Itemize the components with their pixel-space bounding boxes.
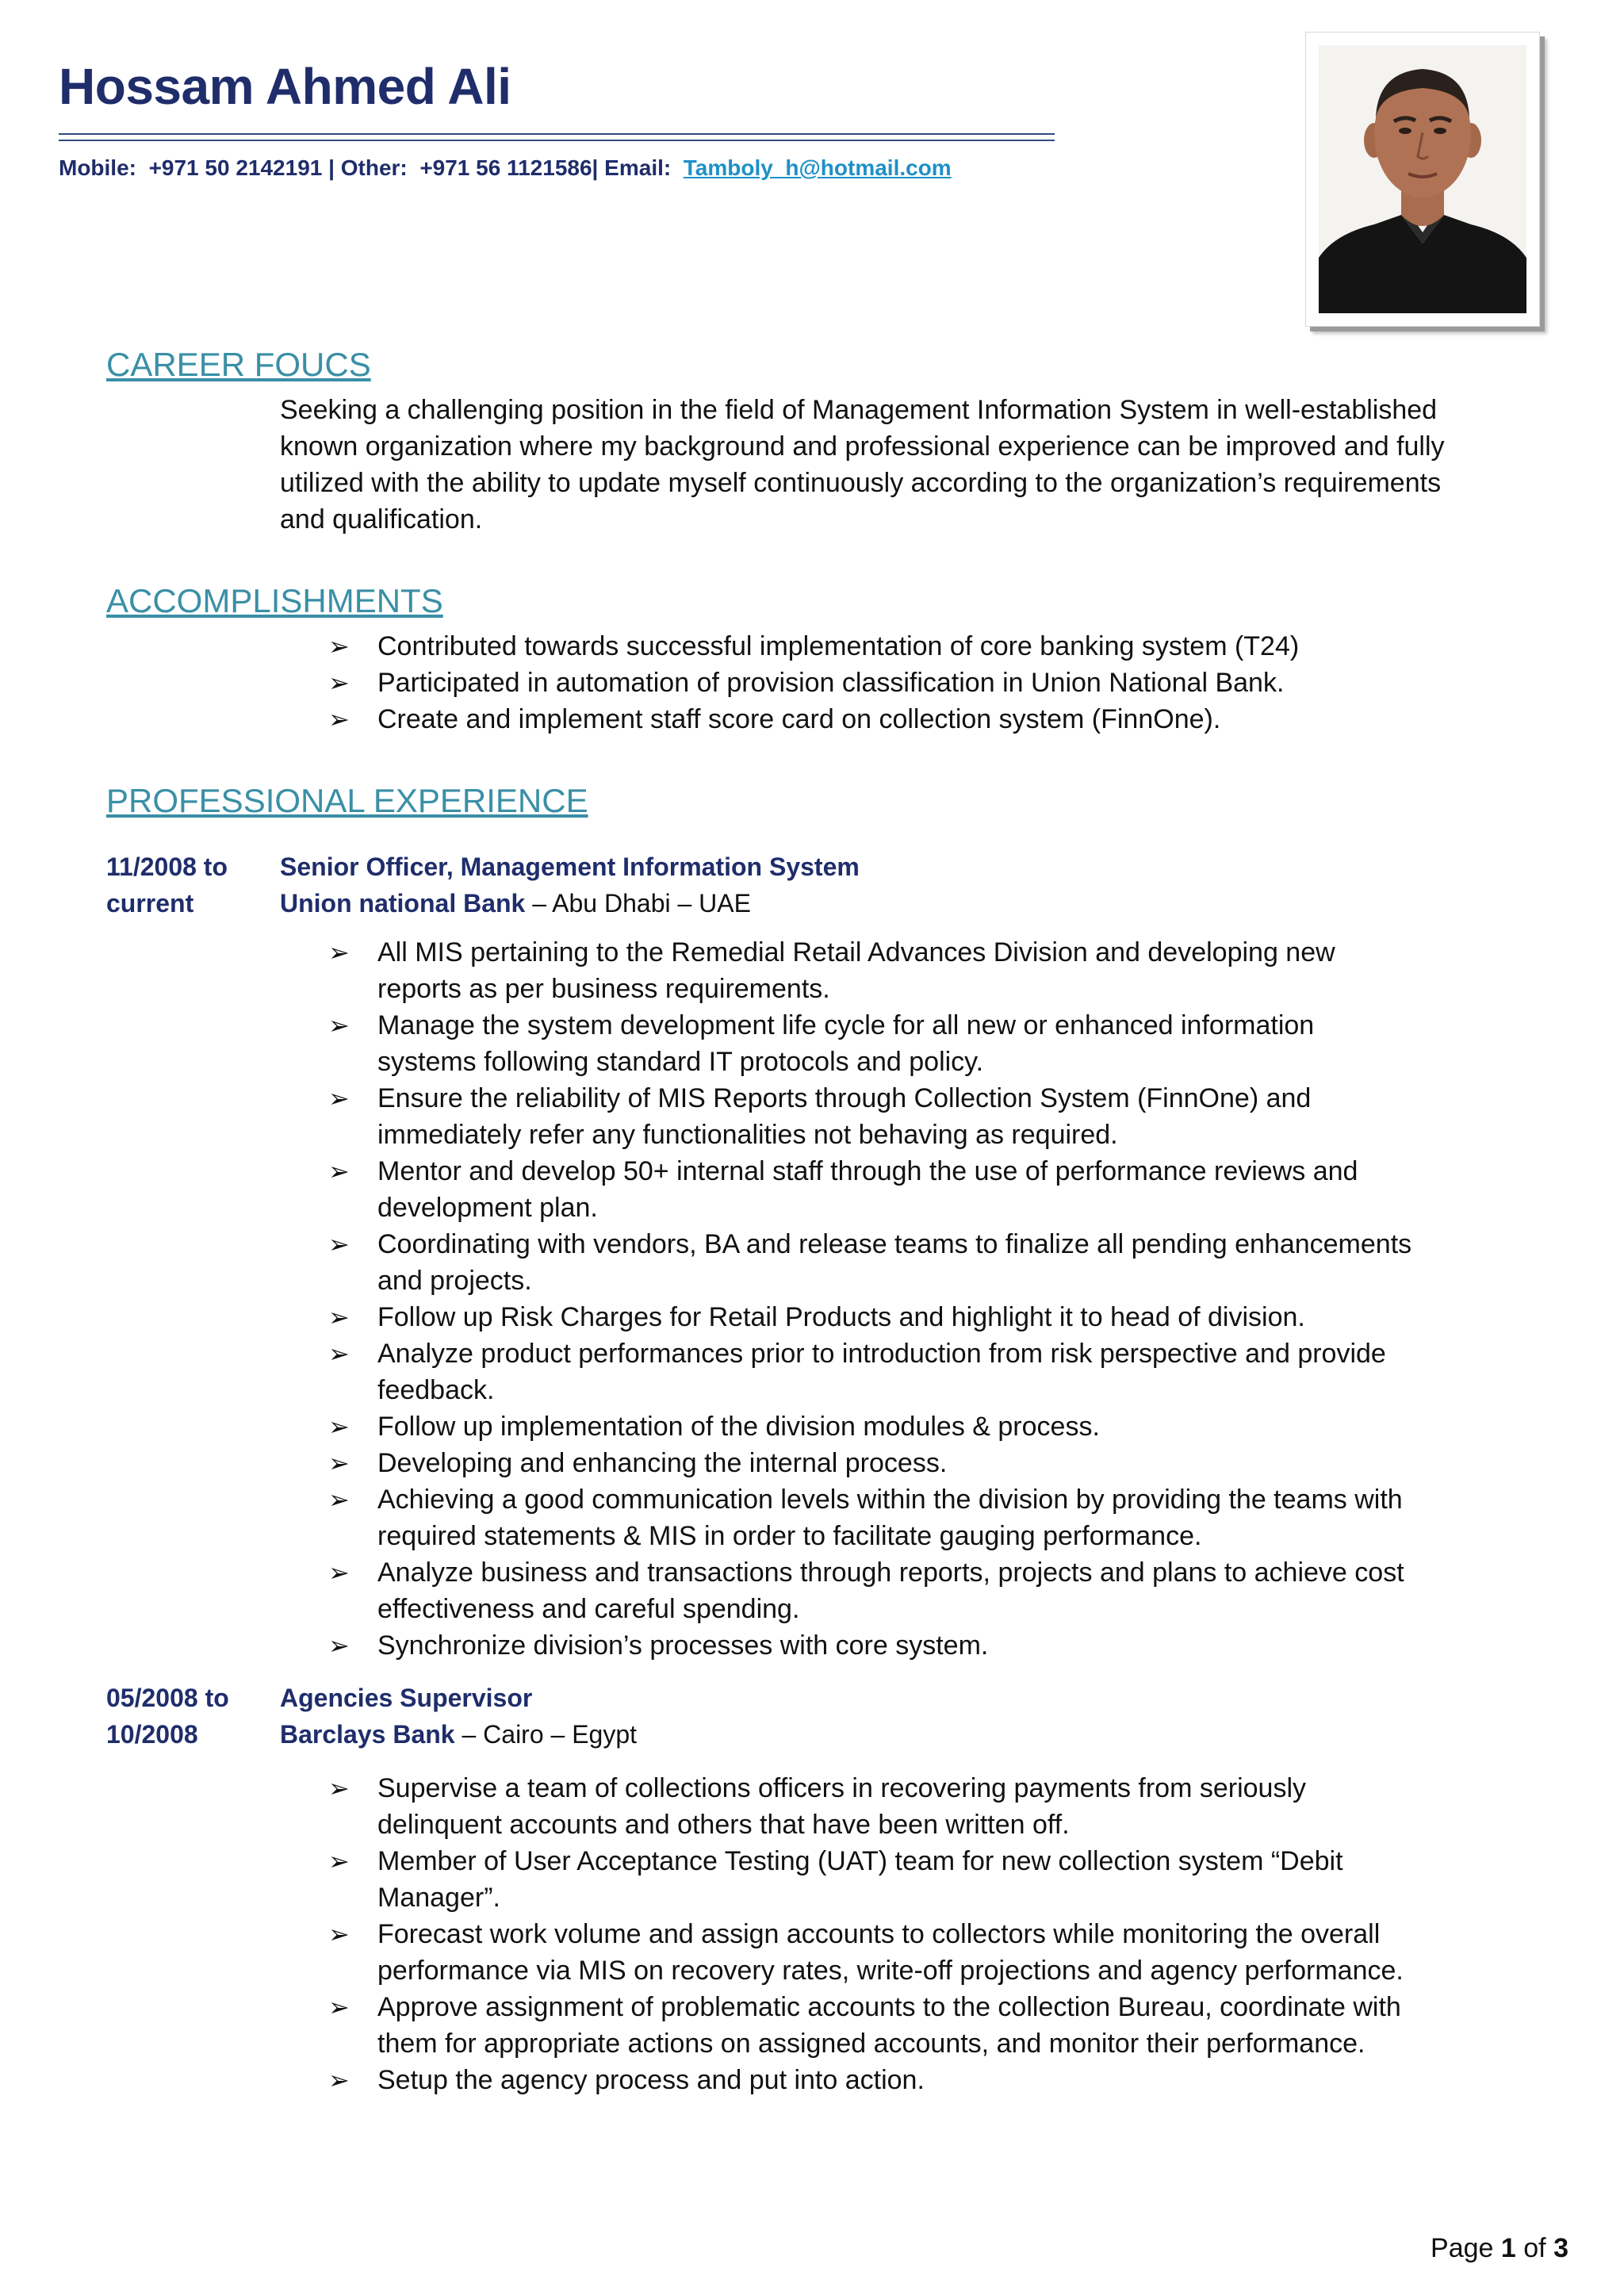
list-item: ➢ Analyze business and transactions through reports, projects and plans to achieve cost effectiveness and careful spending.: [328, 1554, 1411, 1627]
list-item: ➢ Approve assignment of problematic accounts to the collection Bureau, coordinate with them for appropriate actions on assigned accounts, and monitor their performance.: [328, 1989, 1404, 2062]
page-total: 3: [1553, 2233, 1568, 2263]
contact-line: Mobile: +971 50 2142191 | Other: +971 56 1121586| Email: Tamboly_h@hotmail.com: [59, 155, 952, 180]
email-label: Email:: [604, 155, 672, 180]
list-item: ➢ Ensure the reliability of MIS Reports through Collection System (FinnOne) and immediately refer any functionalities not behaving as required.: [328, 1080, 1411, 1153]
arrowhead-bullet-icon: ➢: [328, 1485, 350, 1514]
other-label: Other:: [340, 155, 408, 180]
job-heading: [280, 1680, 637, 1753]
page-number: [1431, 2233, 1568, 2264]
header-divider-top: [59, 133, 1055, 135]
career-focus-line: and qualification.: [280, 504, 483, 534]
mobile-number: +971 50 2142191: [148, 155, 323, 180]
employer-name: Barclays Bank: [280, 1720, 455, 1749]
arrowhead-bullet-icon: ➢: [328, 632, 350, 661]
arrowhead-bullet-icon: ➢: [328, 1920, 350, 1948]
arrowhead-bullet-icon: ➢: [328, 1631, 350, 1660]
arrowhead-bullet-icon: ➢: [328, 1157, 350, 1186]
arrowhead-bullet-icon: ➢: [328, 1847, 350, 1875]
arrowhead-bullet-icon: ➢: [328, 1558, 350, 1587]
arrowhead-bullet-icon: ➢: [328, 1230, 350, 1259]
career-focus-line: Seeking a challenging position in the field of Management Information System in well-established: [280, 395, 1438, 425]
candidate-name: Hossam Ahmed Ali: [59, 58, 511, 115]
arrowhead-bullet-icon: ➢: [328, 1084, 350, 1113]
employer-location: – Abu Dhabi – UAE: [525, 889, 751, 918]
page-word: Page: [1431, 2233, 1494, 2263]
other-number: +971 56 1121586: [419, 155, 592, 180]
section-title-accomplishments: ACCOMPLISHMENTS: [106, 582, 443, 619]
job-duties-list: [328, 1770, 1404, 2098]
arrowhead-bullet-icon: ➢: [328, 1412, 350, 1441]
job-date-end: 10/2008: [106, 1720, 198, 1749]
list-item: ➢ Contributed towards successful implementation of core banking system (T24): [328, 628, 1299, 665]
section-title-career-focus: CAREER FOUCS: [106, 346, 371, 383]
arrowhead-bullet-icon: ➢: [328, 2066, 350, 2094]
arrowhead-bullet-icon: ➢: [328, 1449, 350, 1477]
profile-photo: [1319, 45, 1526, 313]
arrowhead-bullet-icon: ➢: [328, 1339, 350, 1368]
list-item: ➢ Forecast work volume and assign accounts to collectors while monitoring the overall performance via MIS on recovery rates, write-off projections and agency performance.: [328, 1916, 1404, 1989]
employer-location: – Cairo – Egypt: [454, 1720, 638, 1749]
arrowhead-bullet-icon: ➢: [328, 1011, 350, 1040]
list-item: ➢ Follow up Risk Charges for Retail Products and highlight it to head of division.: [328, 1299, 1411, 1335]
job-date-range: [106, 849, 228, 921]
list-item: ➢ Analyze product performances prior to introduction from risk perspective and provide feedback.: [328, 1335, 1411, 1408]
page-current: 1: [1500, 2233, 1516, 2263]
mobile-label: Mobile:: [59, 155, 136, 180]
list-item: ➢ Manage the system development life cycle for all new or enhanced information systems following standard IT protocols and policy.: [328, 1007, 1411, 1080]
profile-photo-frame: [1305, 32, 1540, 327]
email-link[interactable]: Tamboly_h@hotmail.com: [683, 155, 952, 180]
job-date-start: 05/2008 to: [106, 1684, 229, 1712]
list-item: ➢ Mentor and develop 50+ internal staff through the use of performance reviews and development plan.: [328, 1153, 1411, 1226]
employer-name: Union national Bank: [280, 889, 526, 918]
job-duties-list: [328, 934, 1411, 1664]
job-heading: [280, 849, 860, 921]
job-title: Senior Officer, Management Information System: [280, 852, 860, 881]
list-item: ➢ All MIS pertaining to the Remedial Retail Advances Division and developing new reports as per business requirements.: [328, 934, 1411, 1007]
list-item: ➢ Developing and enhancing the internal process.: [328, 1445, 1411, 1481]
job-date-range: [106, 1680, 229, 1753]
list-item: ➢ Setup the agency process and put into action.: [328, 2062, 1404, 2098]
list-item: ➢ Achieving a good communication levels within the division by providing the teams with required statements & MIS in order to facilitate gauging performance.: [328, 1481, 1411, 1554]
list-item: ➢ Synchronize division’s processes with core system.: [328, 1627, 1411, 1664]
header-divider-bottom: [59, 140, 1055, 141]
list-item: ➢ Participated in automation of provision classification in Union National Bank.: [328, 665, 1299, 701]
arrowhead-bullet-icon: ➢: [328, 1774, 350, 1803]
list-item: ➢ Coordinating with vendors, BA and release teams to finalize all pending enhancements and projects.: [328, 1226, 1411, 1299]
job-date-start: 11/2008 to: [106, 852, 228, 881]
arrowhead-bullet-icon: ➢: [328, 705, 350, 734]
job-date-end: current: [106, 889, 194, 918]
section-title-professional-experience: PROFESSIONAL EXPERIENCE: [106, 782, 588, 819]
arrowhead-bullet-icon: ➢: [328, 669, 350, 697]
job-title: Agencies Supervisor: [280, 1684, 533, 1712]
accomplishments-list: [328, 628, 1299, 738]
list-item: ➢ Supervise a team of collections officers in recovering payments from seriously delinquent accounts and others that have been written off.: [328, 1770, 1404, 1843]
career-focus-line: known organization where my background and professional experience can be improved and fully: [280, 431, 1445, 462]
arrowhead-bullet-icon: ➢: [328, 1993, 350, 2021]
arrowhead-bullet-icon: ➢: [328, 1303, 350, 1331]
list-item: ➢ Member of User Acceptance Testing (UAT) team for new collection system “Debit Manager”.: [328, 1843, 1404, 1916]
career-focus-line: utilized with the ability to update myself continuously according to the organization’s requirements: [280, 468, 1442, 498]
list-item: ➢ Create and implement staff score card on collection system (FinnOne).: [328, 701, 1299, 738]
of-word: of: [1523, 2233, 1546, 2263]
arrowhead-bullet-icon: ➢: [328, 938, 350, 967]
list-item: ➢ Follow up implementation of the division modules & process.: [328, 1408, 1411, 1445]
career-focus-text: [280, 392, 1517, 538]
